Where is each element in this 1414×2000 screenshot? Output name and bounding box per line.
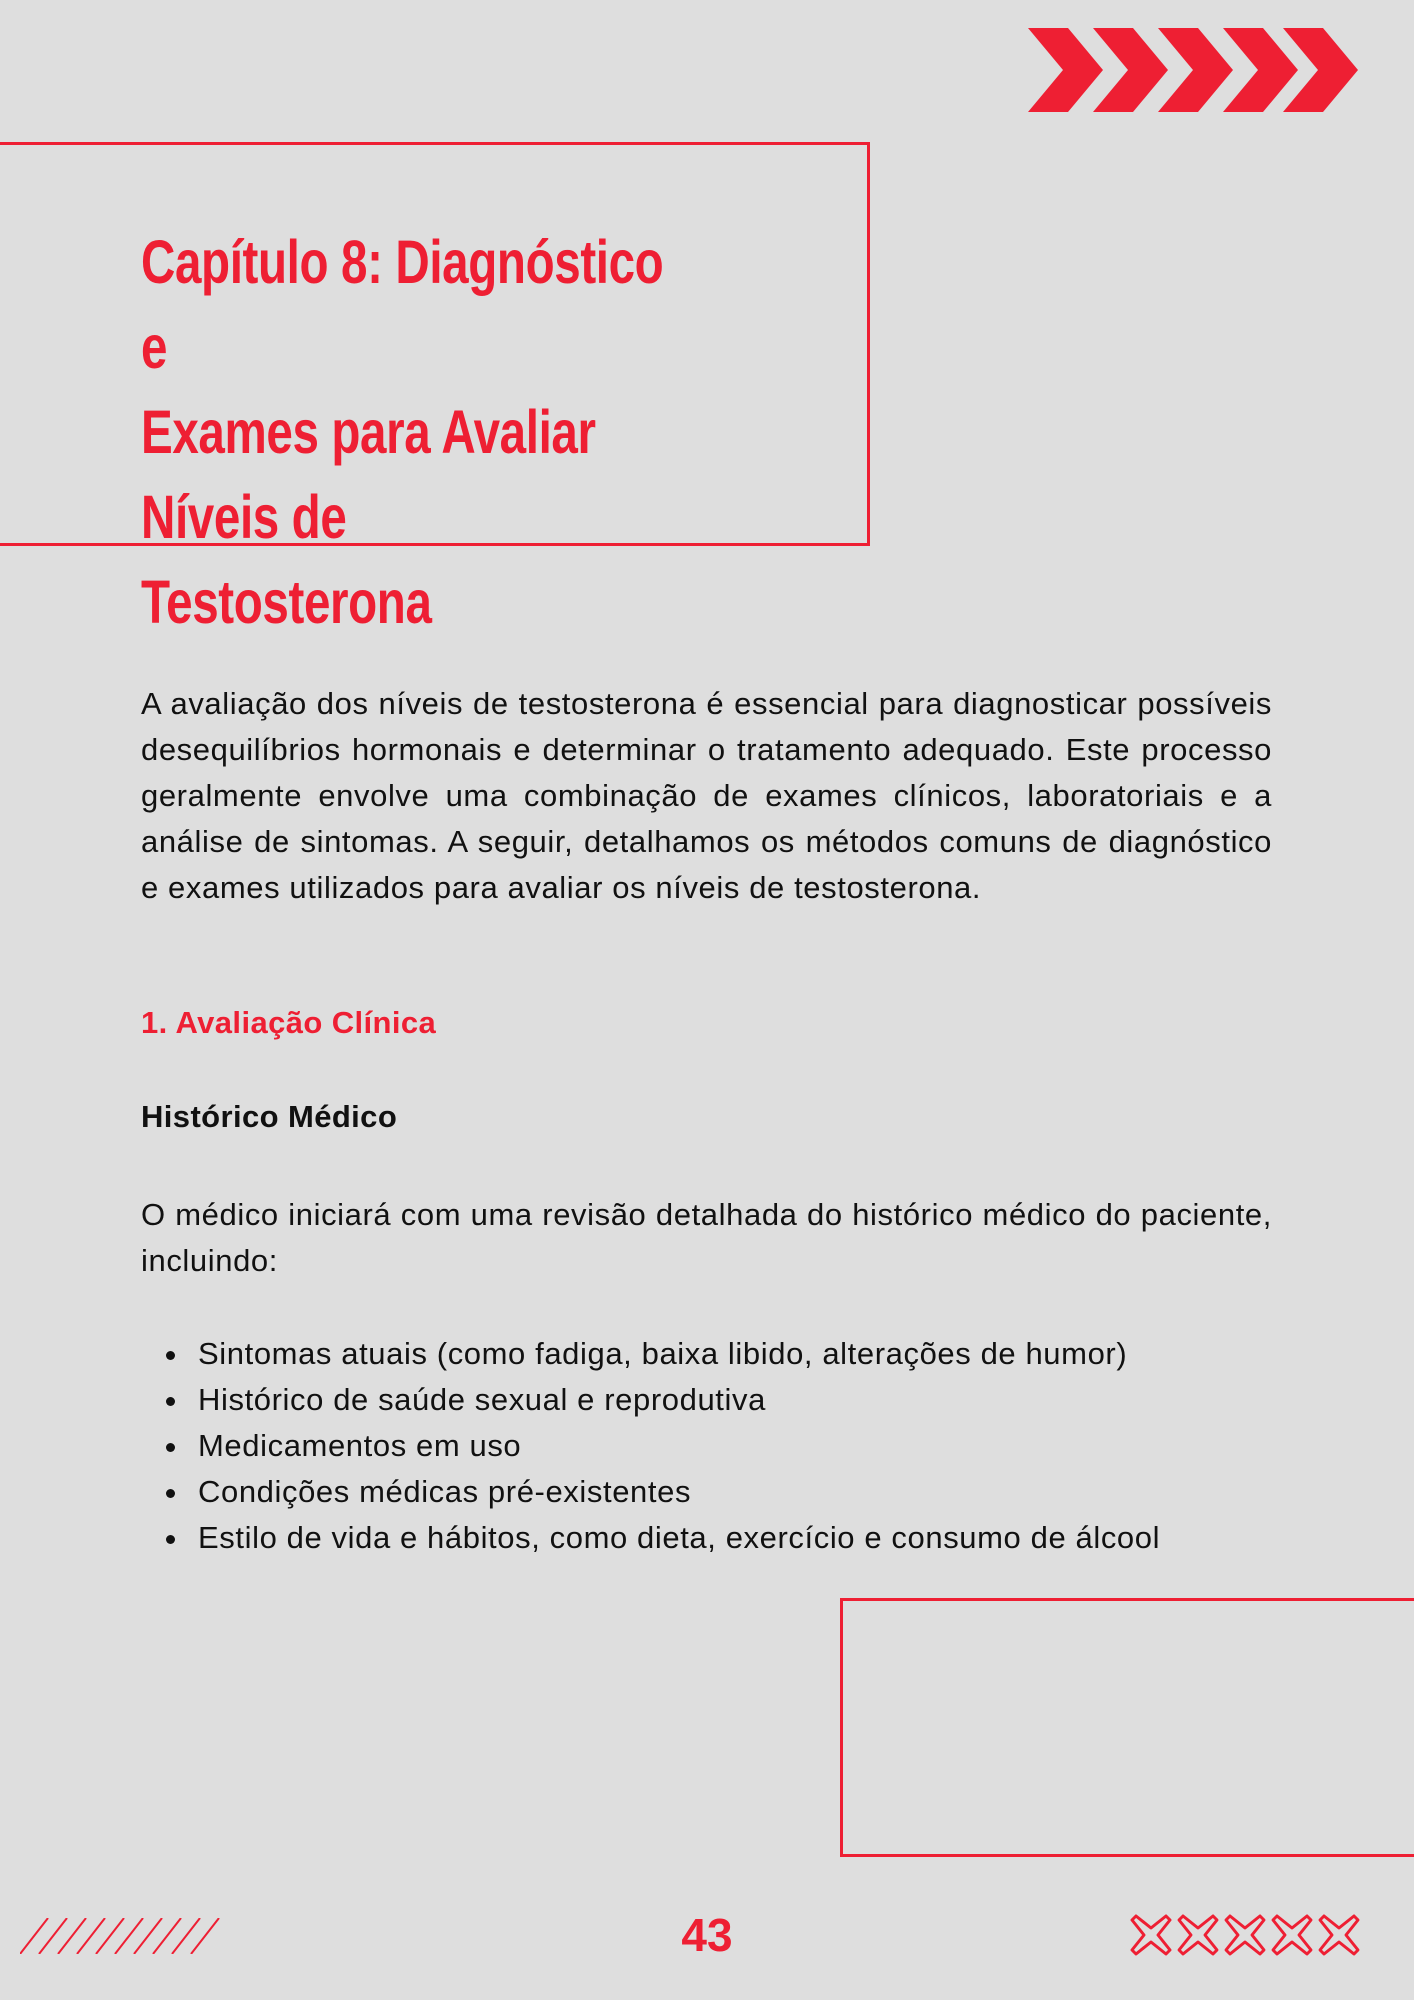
section-heading: 1. Avaliação Clínica [141,1005,437,1040]
chevron-icon [1093,28,1168,112]
chevron-icon [1028,28,1103,112]
cross-icon [1132,1916,1170,1954]
list-item: Condições médicas pré-existentes [141,1469,1272,1515]
chevron-icon [1158,28,1233,112]
sub-heading: Histórico Médico [141,1099,398,1134]
cross-pattern-decoration [1128,1912,1362,1958]
cross-icon [1273,1916,1311,1954]
chevron-arrows-decoration [1028,28,1363,112]
history-paragraph: O médico iniciará com uma revisão detalhada do histórico médico do paciente, incluindo: [141,1197,1272,1278]
list-item: Estilo de vida e hábitos, como dieta, exercício e consumo de álcool [141,1515,1272,1561]
cross-icon [1179,1916,1217,1954]
intro-paragraph: A avaliação dos níveis de testosterona é essencial para diagnosticar possíveis desequilíbrios hormonais e determinar o tratamento adequado. Este processo geralmente envolve uma combinação de exames clínicos, laboratoriais e a análise de sintomas. A seguir, detalhamos os métodos comuns de diagnóstico e exames utilizados para avaliar os níveis de testosterona. [141,686,1272,905]
chevron-icon [1223,28,1298,112]
hatch-lines-decoration [20,1918,220,1954]
history-bullet-list [141,1331,1272,1561]
list-item: Histórico de saúde sexual e reprodutiva [141,1377,1272,1423]
cross-icon [1226,1916,1264,1954]
cross-icon [1320,1916,1358,1954]
corner-frame-decoration [840,1598,1414,1857]
page-number: 43 [681,1909,733,1961]
list-item: Sintomas atuais (como fadiga, baixa libido, alterações de humor) [141,1331,1272,1377]
chapter-title: Capítulo 8: Diagnóstico e Exames para Avaliar Níveis de Testosterona [141,228,664,636]
list-item: Medicamentos em uso [141,1423,1272,1469]
